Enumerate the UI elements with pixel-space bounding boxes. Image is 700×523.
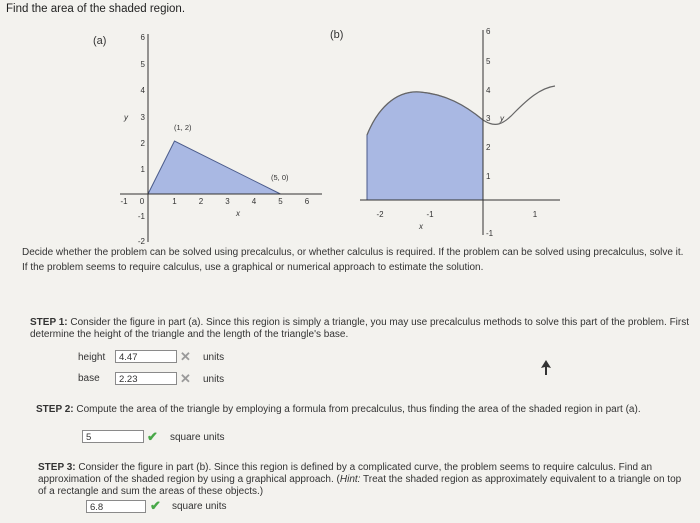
height-label: height xyxy=(78,352,106,363)
y-tick: -1 xyxy=(137,212,145,221)
y-tick: 3 xyxy=(140,113,145,122)
y-tick: 3 xyxy=(486,114,491,123)
base-label: base xyxy=(78,373,100,384)
y-tick: 4 xyxy=(140,86,145,95)
figure-a-graph xyxy=(110,20,330,245)
area-b-input[interactable]: 6.8 xyxy=(86,500,146,513)
y-tick: 2 xyxy=(140,139,145,148)
step3-hint-text: Treat the shaded region as approximately equivalent to a triangle on top of a rectangle and sum the areas of these objects.) xyxy=(38,474,682,497)
area-a-unit: square units xyxy=(170,432,225,443)
step2-text xyxy=(36,404,676,416)
point-right-label: (5, 0) xyxy=(271,173,289,182)
step3-text xyxy=(38,462,688,498)
step1-text xyxy=(30,317,694,341)
triangle-region xyxy=(148,141,281,194)
area-a-input[interactable]: 5 xyxy=(82,430,144,443)
figure-b-graph xyxy=(355,20,570,240)
y-tick: 5 xyxy=(486,57,491,66)
x-tick: -1 xyxy=(120,197,128,206)
x-tick: 4 xyxy=(251,197,257,206)
y-tick: 5 xyxy=(140,60,145,69)
correct-icon: ✔ xyxy=(147,429,158,444)
x-tick: 2 xyxy=(198,197,204,206)
base-unit: units xyxy=(203,374,225,385)
x-tick: -1 xyxy=(426,210,434,219)
step2-heading: STEP 2: xyxy=(36,404,74,415)
point-top-label: (1, 2) xyxy=(174,123,192,132)
step3-hint-label: Hint: xyxy=(339,474,361,485)
y-tick: 1 xyxy=(486,172,491,181)
x-tick: 1 xyxy=(172,197,177,206)
incorrect-icon: ✕ xyxy=(180,371,191,386)
y-tick: 6 xyxy=(486,27,491,36)
height-input[interactable]: 4.47 xyxy=(115,350,177,363)
y-tick: 1 xyxy=(140,165,145,174)
step3-heading: STEP 3: xyxy=(38,462,76,473)
x-tick: 3 xyxy=(225,197,230,206)
intro-text: Decide whether the problem can be solved using precalculus, or whether calculus is required. If the problem can be solved using precalculus, solve it. If the problem seems to require calculus, use a graphical or numerical approach to estimate the solution. xyxy=(22,247,684,273)
step2-body: Compute the area of the triangle by employing a formula from precalculus, thus finding the area of the shaded region in part (a). xyxy=(76,404,641,415)
height-unit: units xyxy=(203,352,225,363)
y-tick: 6 xyxy=(140,33,145,42)
x-tick: 6 xyxy=(304,197,310,206)
x-tick: -2 xyxy=(376,210,384,219)
area-b-unit: square units xyxy=(172,501,227,512)
incorrect-icon: ✕ xyxy=(180,349,191,364)
step1-heading: STEP 1: xyxy=(30,317,68,328)
x-tick: 0 xyxy=(139,197,145,206)
y-axis-label: y xyxy=(500,114,504,123)
step3-body: Consider the figure in part (b). Since this region is defined by a complicated curve, the problem seems to require calculus. Find an approximation of the shaded region by using a graphical approach. ( xyxy=(38,462,653,485)
y-axis-label: y xyxy=(124,113,128,122)
x-tick: 5 xyxy=(278,197,283,206)
x-axis-label: x xyxy=(236,209,240,218)
step1-body: Consider the figure in part (a). Since this region is simply a triangle, you may use precalculus methods to solve this part of the problem. First determine the height of the triangle and the length of the triangle's base. xyxy=(30,317,690,340)
y-tick: 2 xyxy=(486,143,491,152)
y-tick: 4 xyxy=(486,86,491,95)
question-title: Find the area of the shaded region. xyxy=(6,3,186,15)
y-tick: -2 xyxy=(137,237,145,245)
x-tick: 1 xyxy=(532,210,538,219)
mouse-cursor-icon xyxy=(540,360,552,376)
figure-a-label: (a) xyxy=(93,35,107,47)
x-axis-label: x xyxy=(419,222,423,231)
base-input[interactable]: 2.23 xyxy=(115,372,177,385)
figure-b-label: (b) xyxy=(330,29,344,41)
correct-icon: ✔ xyxy=(150,498,161,513)
y-tick: -1 xyxy=(486,229,494,238)
